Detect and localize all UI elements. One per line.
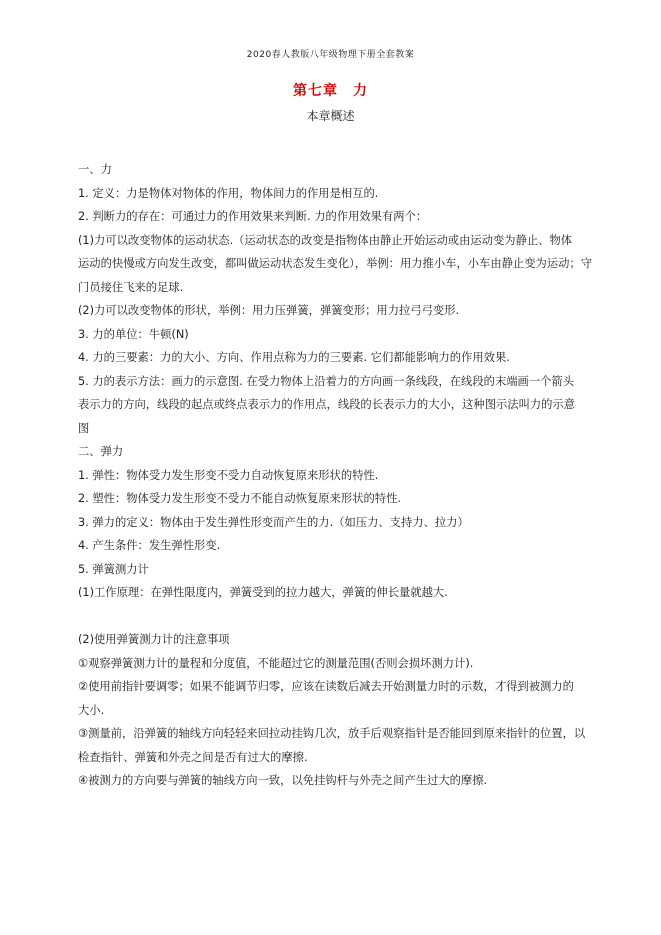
text-line: 门员接住飞来的足球. xyxy=(78,280,184,294)
chapter-subtitle: 本章概述 xyxy=(306,109,355,123)
text-line: 图 xyxy=(78,421,90,435)
text-line: 二、弹力 xyxy=(78,445,124,458)
text-line: 3. 弹力的定义：物体由于发生弹性形变而产生的力.（如压力、支持力、拉力） xyxy=(78,515,469,529)
text-line: ③测量前，沿弹簧的轴线方向轻轻来回拉动挂钩几次，放手后观察指针是否能回到原来指针的位置，以 xyxy=(78,727,586,740)
text-line: (2)力可以改变物体的形状，举例：用力压弹簧，弹簧变形；用力拉弓弓变形. xyxy=(78,304,460,317)
text-line: 3. 力的单位：牛顿(N) xyxy=(78,327,189,341)
text-line: (2)使用弹簧测力计的注意事项 xyxy=(78,633,230,646)
text-line: 表示力的方向，线段的起点或终点表示力的作用点，线段的长表示力的大小，这种图示法叫力的示意 xyxy=(78,398,576,411)
text-line: 4. 产生条件：发生弹性形变. xyxy=(78,539,221,552)
text-line: 1. 弹性：物体受力发生形变不受力自动恢复原来形状的特性. xyxy=(78,468,379,482)
document-body xyxy=(78,158,593,793)
text-line: ①观察弹簧测力计的量程和分度值，不能超过它的测量范围(否则会损坏测力计). xyxy=(78,656,474,670)
text-line: 一、力 xyxy=(78,163,112,176)
text-line: 1. 定义：力是物体对物体的作用，物体间力的作用是相互的. xyxy=(78,186,379,200)
chapter-title: 第七章 力 xyxy=(293,83,368,99)
paragraph-gap xyxy=(78,605,590,629)
text-line: 5. 弹簧测力计 xyxy=(78,562,149,576)
text-line: 2. 判断力的存在：可通过力的作用效果来判断. 力的作用效果有两个： xyxy=(78,210,428,223)
text-line: (1)工作原理：在弹性限度内，弹簧受到的拉力越大，弹簧的伸长量就越大. xyxy=(78,586,448,599)
text-line: 运动的快慢或方向发生改变，都叫做运动状态发生变化），举例：用力推小车，小车由静止变为运动；守 xyxy=(78,257,593,270)
text-line: ④被测力的方向要与弹簧的轴线方向一致，以免挂钩杆与外壳之间产生过大的摩擦. xyxy=(78,774,488,787)
text-line: 2. 塑性：物体受力发生形变不受力不能自动恢复原来形状的特性. xyxy=(78,492,401,505)
text-line: (1)力可以改变物体的运动状态.（运动状态的改变是指物体由静止开始运动或由运动变为静止、物体 xyxy=(78,233,573,247)
text-line: ②使用前指针要调零；如果不能调节归零，应该在读数后减去开始测量力时的示数，才得到被测力的 xyxy=(78,680,574,693)
text-line: 4. 力的三要素：力的大小、方向、作用点称为力的三要素. 它们都能影响力的作用效果. xyxy=(78,351,510,364)
text-line: 大小. xyxy=(78,703,105,717)
text-line: 5. 力的表示方法：画力的示意图. 在受力物体上沿着力的方向画一条线段，在线段的末端画一个箭头 xyxy=(78,374,575,388)
text-line: 检查指针、弹簧和外壳之间是否有过大的摩擦. xyxy=(78,750,308,764)
page-header: 2020春人教版八年级物理下册全套教案 xyxy=(246,50,415,60)
